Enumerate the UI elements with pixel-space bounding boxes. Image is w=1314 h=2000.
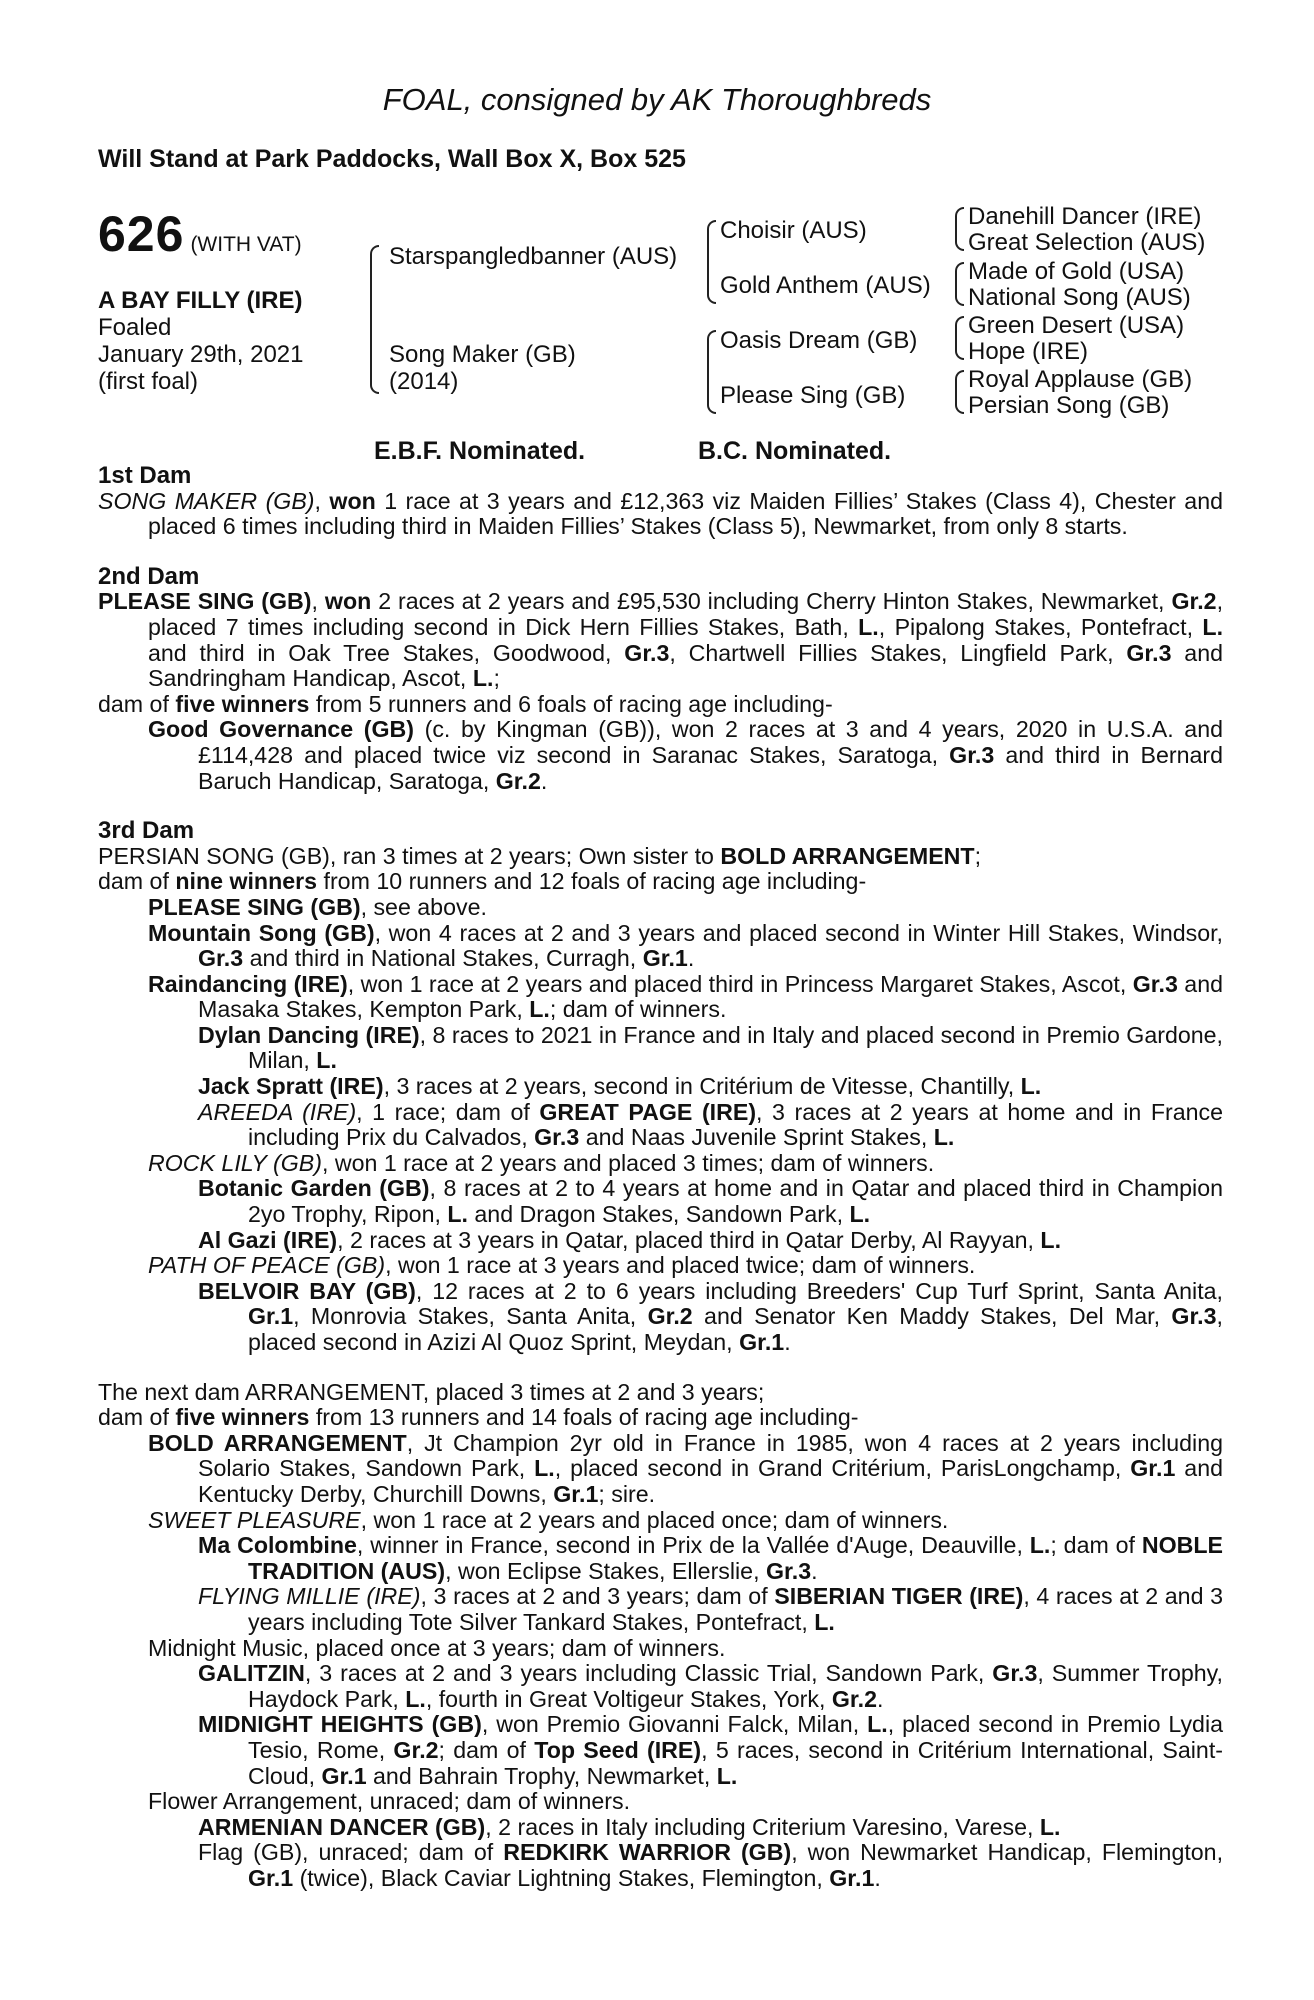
list-item: GALITZIN, 3 races at 2 and 3 years including Classic Trial, Sandown Park, Gr.3, Summer Trophy, Haydock Park, L., fourth in Great Voltigeur Stakes, York, Gr.2. [198, 1660, 1223, 1712]
list-item: BELVOIR BAY (GB), 12 races at 2 to 6 years including Breeders' Cup Turf Sprint, Santa Anita, Gr.1, Monrovia Stakes, Santa Anita, Gr.2 and Senator Ken Maddy Stakes, Del Mar, Gr.3, placed second in Azizi Al Quoz Sprint, Meydan, Gr.1. [198, 1277, 1223, 1355]
stand-location: Will Stand at Park Paddocks, Wall Box X, Box 525 [98, 145, 686, 173]
list-item: SWEET PLEASURE, won 1 race at 2 years and placed once; dam of winners. [148, 1506, 949, 1533]
pedigree-g1: Danehill Dancer (IRE) [968, 203, 1202, 230]
list-item: BOLD ARRANGEMENT, Jt Champion 2yr old in France in 1985, won 4 races at 2 years including Solario Stakes, Sandown Park, L., placed second in Grand Critérium, ParisLongchamp, Gr.1 and Kentucky Derby, Churchill Downs, Gr.1; sire. [148, 1429, 1223, 1507]
list-item: Flower Arrangement, unraced; dam of winners. [148, 1788, 631, 1815]
pedigree-bracket-g3 [955, 316, 964, 360]
third-dam-heading: 3rd Dam [98, 817, 195, 845]
list-item: Midnight Music, placed once at 3 years; dam of winners. [148, 1634, 726, 1661]
list-item: FLYING MILLIE (IRE), 3 races at 2 and 3 years; dam of SIBERIAN TIGER (IRE), 4 races at 2 and 3 years including Tote Silver Tankard Stakes, Pontefract, L. [198, 1583, 1223, 1635]
bc-nominated: B.C. Nominated. [698, 437, 892, 465]
pedigree-g2: Great Selection (AUS) [968, 229, 1206, 256]
next-dam-produce: dam of five winners from 13 runners and 14 foals of racing age including- [98, 1404, 859, 1431]
lot-description: A BAY FILLY (IRE) [98, 287, 303, 314]
lot-vat: (WITH VAT) [190, 233, 302, 256]
pedigree-g8: Persian Song (GB) [968, 392, 1170, 419]
pedigree-bracket-g4 [955, 370, 964, 414]
foaled-date: January 29th, 2021 [98, 341, 304, 368]
pedigree-bracket-g1 [955, 207, 964, 251]
page-title: FOAL, consigned by AK Thoroughbreds [382, 82, 932, 117]
pedigree-g7: Royal Applause (GB) [968, 366, 1193, 393]
list-item: PLEASE SING (GB), see above. [148, 893, 487, 920]
pedigree-dam: Song Maker (GB) [389, 341, 576, 368]
dam-history [98, 463, 1223, 1891]
second-dam-paragraph: PLEASE SING (GB), won 2 races at 2 years and £95,530 including Cherry Hinton Stakes, Newmarket, Gr.2, placed 7 times including second in Dick Hern Fillies Stakes, Bath, L., Pipalong Stakes, Pontefract, L. and third in Oak Tree Stakes, Goodwood, Gr.3, Chartwell Fillies Stakes, Lingfield Park, Gr.3 and Sandringham Handicap, Ascot, L.; [98, 588, 1224, 692]
third-dam-paragraph: PERSIAN SONG (GB), ran 3 times at 2 years; Own sister to BOLD ARRANGEMENT; [98, 842, 982, 869]
list-item: Flag (GB), unraced; dam of REDKIRK WARRIOR (GB), won Newmarket Handicap, Flemington, Gr.1 (twice), Black Caviar Lightning Stakes, Flemington, Gr.1. [198, 1839, 1224, 1891]
list-item: Ma Colombine, winner in France, second in Prix de la Vallée d'Auge, Deauville, L.; dam of NOBLE TRADITION (AUS), won Eclipse Stakes, Ellerslie, Gr.3. [198, 1532, 1224, 1584]
list-item: MIDNIGHT HEIGHTS (GB), won Premio Giovanni Falck, Milan, L., placed second in Premio Lydia Tesio, Rome, Gr.2; dam of Top Seed (IRE), 5 races, second in Critérium International, Saint-Cloud, Gr.1 and Bahrain Trophy, Newmarket, L. [198, 1711, 1224, 1789]
second-dam-produce: dam of five winners from 5 runners and 6 foals of racing age including- [98, 690, 833, 717]
list-item: Jack Spratt (IRE), 3 races at 2 years, second in Critérium de Vitesse, Chantilly, L. [198, 1073, 1042, 1100]
pedigree-dam-dam: Please Sing (GB) [720, 382, 906, 409]
next-dam-paragraph: The next dam ARRANGEMENT, placed 3 times at 2 and 3 years; [98, 1378, 765, 1405]
lot-number-value: 626 [98, 206, 185, 262]
list-item: Good Governance (GB) (c. by Kingman (GB)), won 2 races at 3 and 4 years, 2020 in U.S.A. and £114,428 and placed twice viz second in Saranac Stakes, Saratoga, Gr.3 and third in Bernard Baruch Handicap, Saratoga, Gr.2. [148, 716, 1223, 794]
pedigree-dam-sire: Oasis Dream (GB) [720, 327, 918, 354]
list-item: AREEDA (IRE), 1 race; dam of GREAT PAGE (IRE), 3 races at 2 years at home and in France including Prix du Calvados, Gr.3 and Naas Juvenile Sprint Stakes, L. [198, 1098, 1223, 1151]
ebf-nominated: E.B.F. Nominated. [374, 437, 586, 465]
list-item: Botanic Garden (GB), 8 races at 2 to 4 years at home and in Qatar and placed third in Champion 2yo Trophy, Ripon, L. and Dragon Stakes, Sandown Park, L. [198, 1175, 1223, 1228]
list-item: Mountain Song (GB), won 4 races at 2 and 3 years and placed second in Winter Hill Stakes, Windsor, Gr.3 and third in National Stakes, Curragh, Gr.1. [148, 919, 1223, 972]
pedigree-g5: Green Desert (USA) [968, 312, 1185, 339]
list-item: Dylan Dancing (IRE), 8 races to 2021 in France and in Italy and placed second in Premio Gardone, Milan, L. [198, 1021, 1223, 1074]
third-dam-produce: dam of nine winners from 10 runners and 12 foals of racing age including- [98, 868, 867, 895]
pedigree-g6: Hope (IRE) [968, 338, 1089, 365]
pedigree-g3: Made of Gold (USA) [968, 258, 1185, 285]
pedigree-bracket-parents [370, 245, 379, 394]
foal-note: (first foal) [98, 368, 199, 395]
list-item: Al Gazi (IRE), 2 races at 3 years in Qatar, placed third in Qatar Derby, Al Rayyan, L. [198, 1226, 1062, 1253]
lot-number [98, 205, 302, 263]
pedigree-sire-dam: Gold Anthem (AUS) [720, 272, 931, 299]
first-dam-paragraph: SONG MAKER (GB), won 1 race at 3 years and £12,363 viz Maiden Fillies’ Stakes (Class 4), Chester and placed 6 times including third in Maiden Fillies’ Stakes (Class 5), Newmarket, from only 8 starts. [98, 487, 1223, 540]
foaled-label: Foaled [98, 314, 172, 341]
list-item: Raindancing (IRE), won 1 race at 2 years and placed third in Princess Margaret Stakes, Ascot, Gr.3 and Masaka Stakes, Kempton Park, L.; dam of winners. [148, 970, 1223, 1023]
first-dam-heading: 1st Dam [98, 462, 192, 489]
list-item: ROCK LILY (GB), won 1 race at 2 years and placed 3 times; dam of winners. [148, 1149, 935, 1176]
list-item: PATH OF PEACE (GB), won 1 race at 3 years and placed twice; dam of winners. [148, 1252, 976, 1279]
pedigree-bracket-dam-line [707, 330, 716, 414]
second-dam-heading: 2nd Dam [98, 562, 200, 590]
pedigree-bracket-g2 [955, 262, 964, 306]
list-item: ARMENIAN DANCER (GB), 2 races in Italy including Criterium Varesino, Varese, L. [198, 1813, 1061, 1840]
pedigree-bracket-sire-line [707, 220, 716, 304]
pedigree-sire: Starspangledbanner (AUS) [389, 243, 678, 270]
pedigree-g4: National Song (AUS) [968, 284, 1191, 311]
pedigree-sire-sire: Choisir (AUS) [720, 217, 867, 244]
pedigree-dam-year: (2014) [389, 368, 459, 395]
